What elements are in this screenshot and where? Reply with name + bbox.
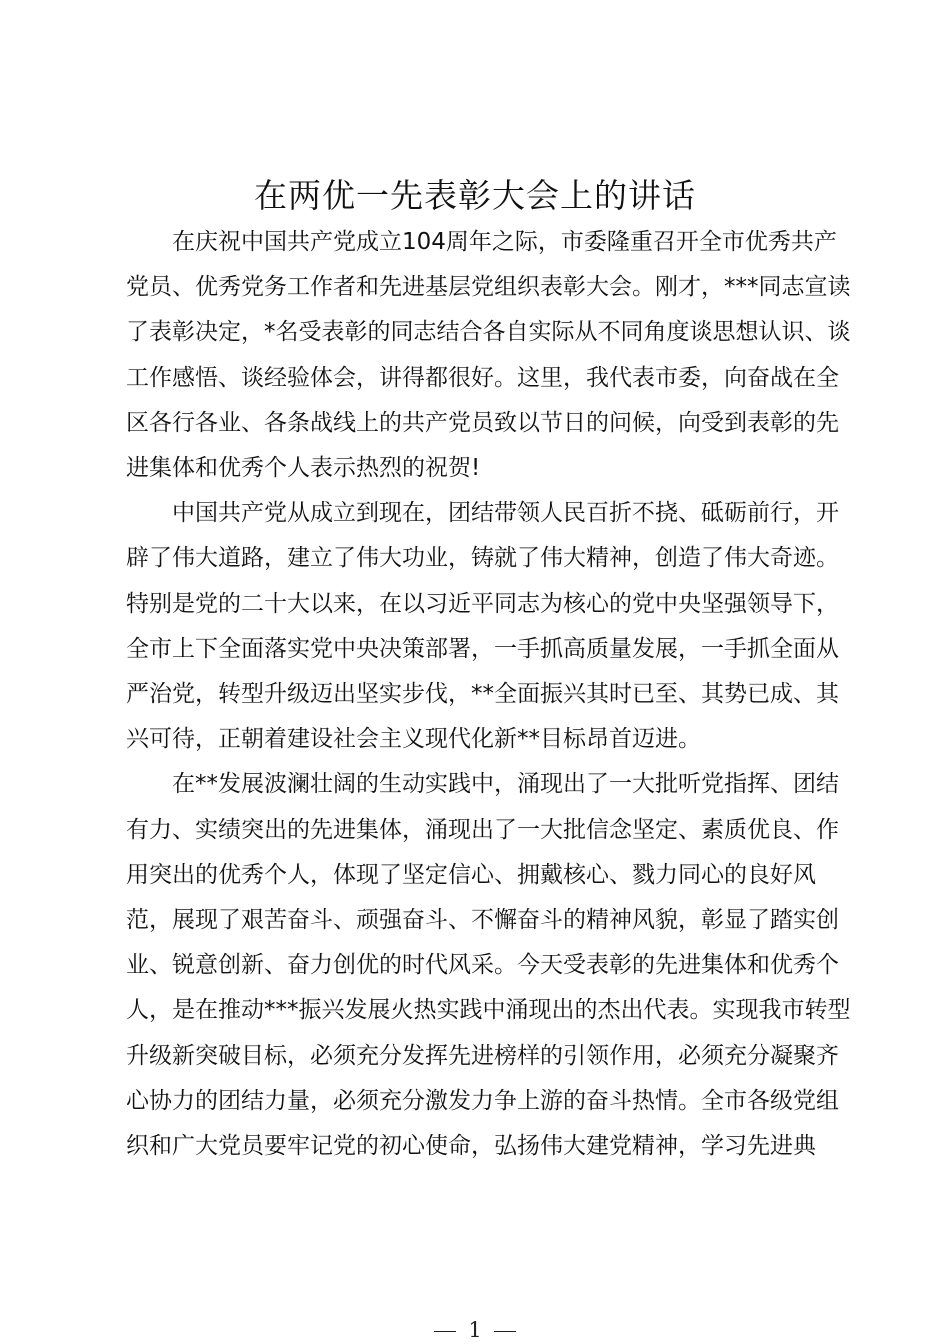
text-line: 有力、实绩突出的先进集体，涌现出了一大批信念坚定、素质优良、作 [126,816,839,843]
text-line: 织和广大党员要牢记党的初心使命，弘扬伟大建党精神，学习先进典 [126,1133,816,1160]
text-line: 范，展现了艰苦奋斗、顽强奋斗、不懈奋斗的精神风貌，彰显了踏实创 [126,907,839,934]
text-line: 在**发展波澜壮阔的生动实践中，涌现出了一大批听党指挥、团结 [172,771,839,798]
document-title: 在两优一先表彰大会上的讲话 [254,176,696,215]
text-line: 全市上下全面落实党中央决策部署，一手抓高质量发展，一手抓全面从 [126,635,839,662]
paragraph-1 [126,220,851,491]
text-line: 升级新突破目标，必须充分发挥先进榜样的引领作用，必须充分凝聚齐 [126,1042,839,1069]
paragraph-3 [126,762,851,1169]
text-line: 党员、优秀党务工作者和先进基层党组织表彰大会。刚才，***同志宣读 [126,274,851,301]
text-line: 进集体和优秀个人表示热烈的祝贺! [126,455,481,482]
page-footer [0,1316,950,1344]
text-line: 在庆祝中国共产党成立104周年之际，市委隆重召开全市优秀共产 [172,229,837,255]
text-line: 特别是党的二十大以来，在以习近平同志为核心的党中央坚强领导下， [126,590,839,617]
text-line: 兴可待，正朝着建设社会主义现代化新**目标昂首迈进。 [126,726,701,753]
text-line: 严治党，转型升级迈出坚实步伐，**全面振兴其时已至、其势已成、其 [126,681,839,708]
text-line: 辟了伟大道路，建立了伟大功业，铸就了伟大精神，创造了伟大奇迹。 [126,545,839,572]
document-body [126,220,851,1169]
text-line: 心协力的团结力量，必须充分激发力争上游的奋斗热情。全市各级党组 [126,1087,839,1114]
text-line: 工作感悟、谈经验体会，讲得都很好。这里，我代表市委，向奋战在全 [126,364,839,391]
text-line: 区各行各业、各条战线上的共产党员致以节日的问候，向受到表彰的先 [126,409,839,436]
footer-dash-right [494,1331,516,1332]
text-line: 用突出的优秀个人，体现了坚定信心、拥戴核心、戮力同心的良好风 [126,861,816,888]
text-line: 业、锐意创新、奋力创优的时代风采。今天受表彰的先进集体和优秀个 [126,952,839,979]
paragraph-2 [126,491,839,762]
page-number: 1 [468,1318,482,1342]
text-line: 人，是在推动***振兴发展火热实践中涌现出的杰出代表。实现我市转型 [126,997,851,1024]
footer-dash-left [434,1331,456,1332]
text-line: 了表彰决定，*名受表彰的同志结合各自实际从不同角度谈思想认识、谈 [126,319,851,346]
text-line: 中国共产党从成立到现在，团结带领人民百折不挠、砥砺前行，开 [172,500,839,527]
